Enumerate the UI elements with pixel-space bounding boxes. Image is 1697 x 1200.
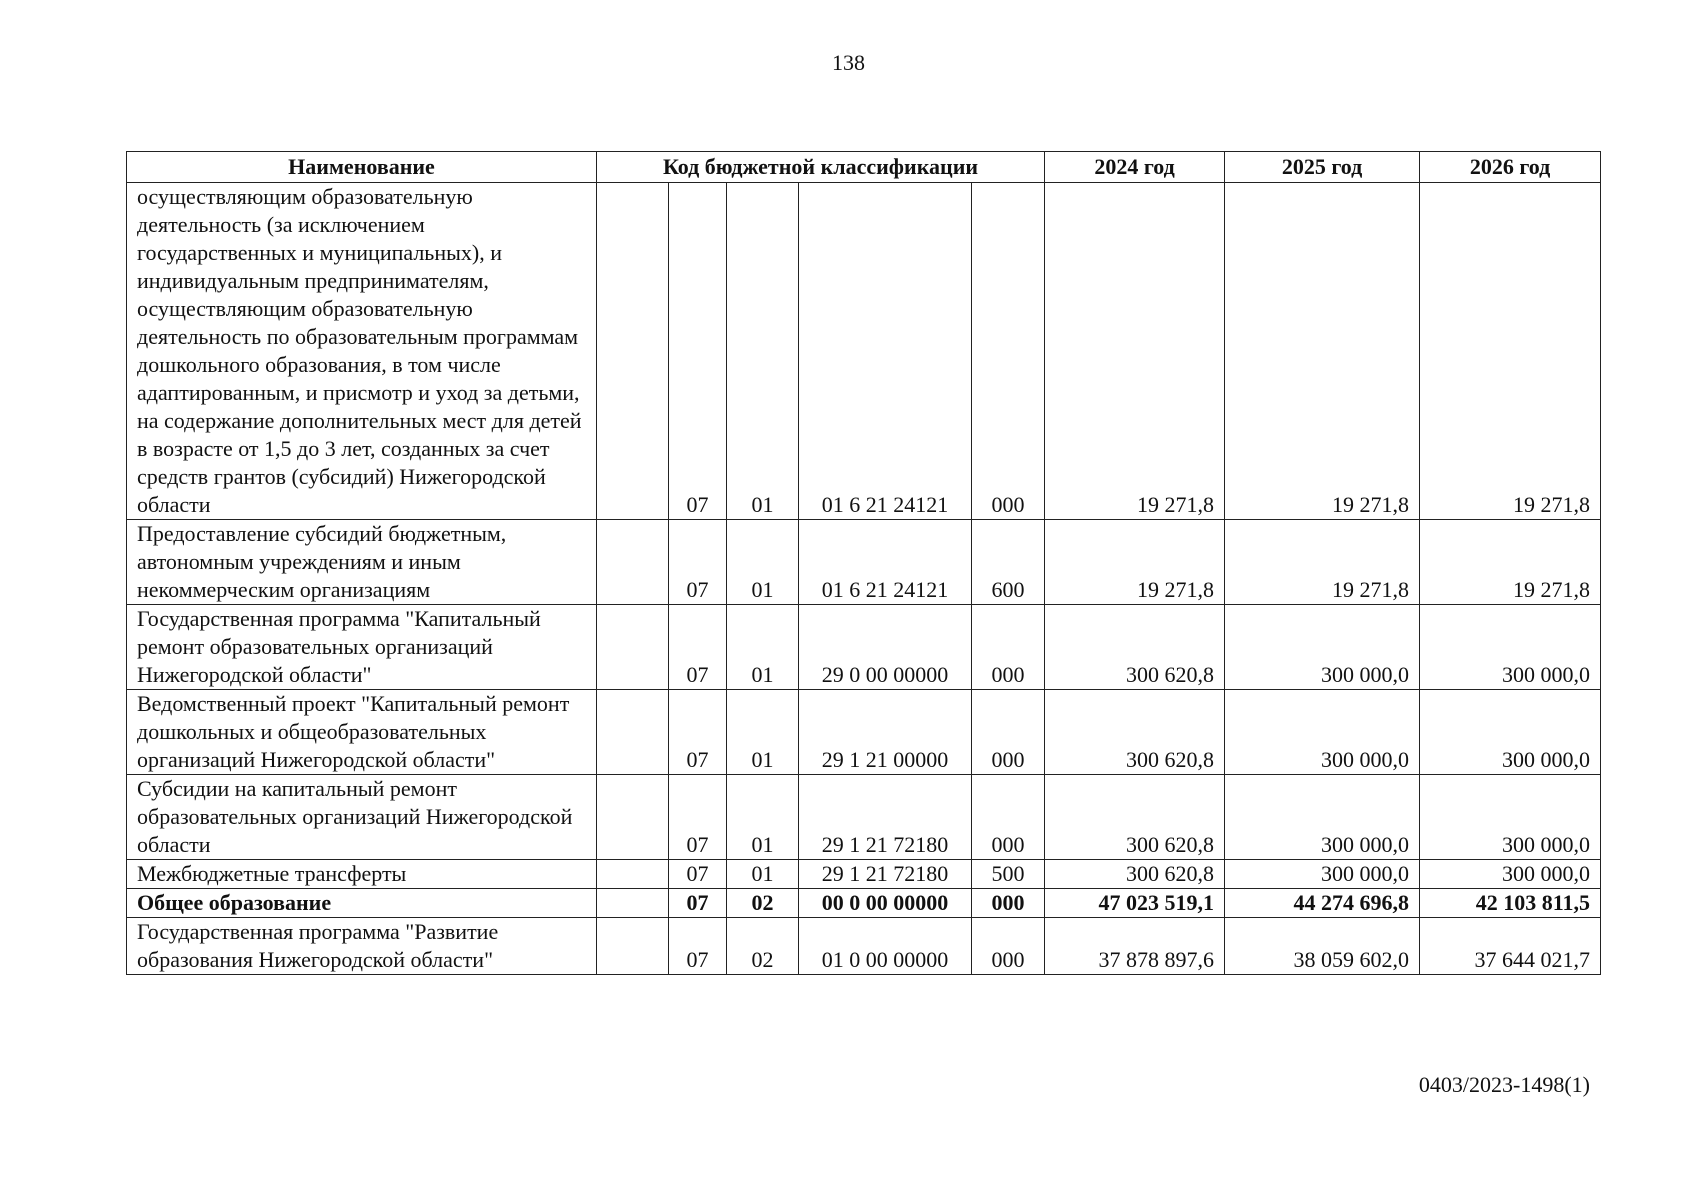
code-expense-type: 000 <box>972 918 1045 975</box>
code-expense-type: 500 <box>972 860 1045 889</box>
header-name: Наименование <box>127 152 597 183</box>
row-name: Субсидии на капитальный ремонт образовательных организаций Нижегородской области <box>127 775 597 860</box>
table-row <box>127 520 1601 605</box>
code-1 <box>597 183 669 520</box>
value-2026: 42 103 811,5 <box>1420 889 1601 918</box>
code-expense-type: 000 <box>972 775 1045 860</box>
code-1 <box>597 775 669 860</box>
value-2025: 38 059 602,0 <box>1225 918 1420 975</box>
code-target-article: 29 1 21 00000 <box>799 690 972 775</box>
code-subsection: 02 <box>727 918 799 975</box>
value-2024: 19 271,8 <box>1045 183 1225 520</box>
value-2025: 300 000,0 <box>1225 860 1420 889</box>
table-row <box>127 889 1601 918</box>
budget-table <box>126 151 1601 975</box>
row-name: осуществляющим образовательную деятельность (за исключением государственных и муниципальных), и индивидуальным предпринимателям, осуществляющим образовательную деятельность по образовательным программам дошкольного образования, в том числе адаптированным, и присмотр и уход за детьми, на содержание дополнительных мест для детей в возрасте от 1,5 до 3 лет, созданных за счет средств грантов (субсидий) Нижегородской области <box>127 183 597 520</box>
table-header-row <box>127 152 1601 183</box>
value-2024: 300 620,8 <box>1045 605 1225 690</box>
code-section: 07 <box>669 775 727 860</box>
row-name: Предоставление субсидий бюджетным, автономным учреждениям и иным некоммерческим организациям <box>127 520 597 605</box>
value-2025: 19 271,8 <box>1225 183 1420 520</box>
table-row <box>127 775 1601 860</box>
header-2024: 2024 год <box>1045 152 1225 183</box>
page-number: 138 <box>832 50 865 75</box>
code-1 <box>597 690 669 775</box>
code-subsection: 01 <box>727 520 799 605</box>
value-2025: 300 000,0 <box>1225 605 1420 690</box>
value-2026: 300 000,0 <box>1420 605 1601 690</box>
value-2024: 300 620,8 <box>1045 690 1225 775</box>
code-target-article: 29 1 21 72180 <box>799 860 972 889</box>
value-2026: 37 644 021,7 <box>1420 918 1601 975</box>
row-name: Государственная программа "Развитие образования Нижегородской области" <box>127 918 597 975</box>
value-2025: 44 274 696,8 <box>1225 889 1420 918</box>
value-2026: 19 271,8 <box>1420 183 1601 520</box>
value-2024: 300 620,8 <box>1045 860 1225 889</box>
code-expense-type: 600 <box>972 520 1045 605</box>
code-section: 07 <box>669 918 727 975</box>
table-row <box>127 690 1601 775</box>
value-2025: 300 000,0 <box>1225 775 1420 860</box>
table-row <box>127 918 1601 975</box>
code-subsection: 01 <box>727 183 799 520</box>
code-1 <box>597 918 669 975</box>
code-target-article: 01 6 21 24121 <box>799 183 972 520</box>
value-2024: 300 620,8 <box>1045 775 1225 860</box>
code-section: 07 <box>669 860 727 889</box>
header-code: Код бюджетной классификации <box>597 152 1045 183</box>
code-expense-type: 000 <box>972 690 1045 775</box>
value-2025: 300 000,0 <box>1225 690 1420 775</box>
code-section: 07 <box>669 183 727 520</box>
row-name: Государственная программа "Капитальный ремонт образовательных организаций Нижегородской области" <box>127 605 597 690</box>
row-name: Межбюджетные трансферты <box>127 860 597 889</box>
code-subsection: 02 <box>727 889 799 918</box>
code-subsection: 01 <box>727 775 799 860</box>
value-2026: 300 000,0 <box>1420 690 1601 775</box>
code-subsection: 01 <box>727 605 799 690</box>
code-section: 07 <box>669 690 727 775</box>
code-section: 07 <box>669 889 727 918</box>
row-name: Ведомственный проект "Капитальный ремонт дошкольных и общеобразовательных организаций Нижегородской области" <box>127 690 597 775</box>
code-subsection: 01 <box>727 860 799 889</box>
header-2025: 2025 год <box>1225 152 1420 183</box>
document-number: 0403/2023-1498(1) <box>1418 1072 1590 1097</box>
code-target-article: 01 0 00 00000 <box>799 918 972 975</box>
code-target-article: 29 0 00 00000 <box>799 605 972 690</box>
value-2024: 37 878 897,6 <box>1045 918 1225 975</box>
value-2024: 19 271,8 <box>1045 520 1225 605</box>
code-section: 07 <box>669 520 727 605</box>
code-target-article: 00 0 00 00000 <box>799 889 972 918</box>
value-2024: 47 023 519,1 <box>1045 889 1225 918</box>
value-2025: 19 271,8 <box>1225 520 1420 605</box>
code-1 <box>597 605 669 690</box>
code-1 <box>597 889 669 918</box>
table-row <box>127 605 1601 690</box>
code-expense-type: 000 <box>972 183 1045 520</box>
value-2026: 300 000,0 <box>1420 775 1601 860</box>
code-expense-type: 000 <box>972 605 1045 690</box>
table-row <box>127 860 1601 889</box>
code-1 <box>597 860 669 889</box>
table-row <box>127 183 1601 520</box>
row-name: Общее образование <box>127 889 597 918</box>
code-target-article: 01 6 21 24121 <box>799 520 972 605</box>
code-section: 07 <box>669 605 727 690</box>
code-subsection: 01 <box>727 690 799 775</box>
code-target-article: 29 1 21 72180 <box>799 775 972 860</box>
value-2026: 19 271,8 <box>1420 520 1601 605</box>
code-1 <box>597 520 669 605</box>
code-expense-type: 000 <box>972 889 1045 918</box>
header-2026: 2026 год <box>1420 152 1601 183</box>
value-2026: 300 000,0 <box>1420 860 1601 889</box>
